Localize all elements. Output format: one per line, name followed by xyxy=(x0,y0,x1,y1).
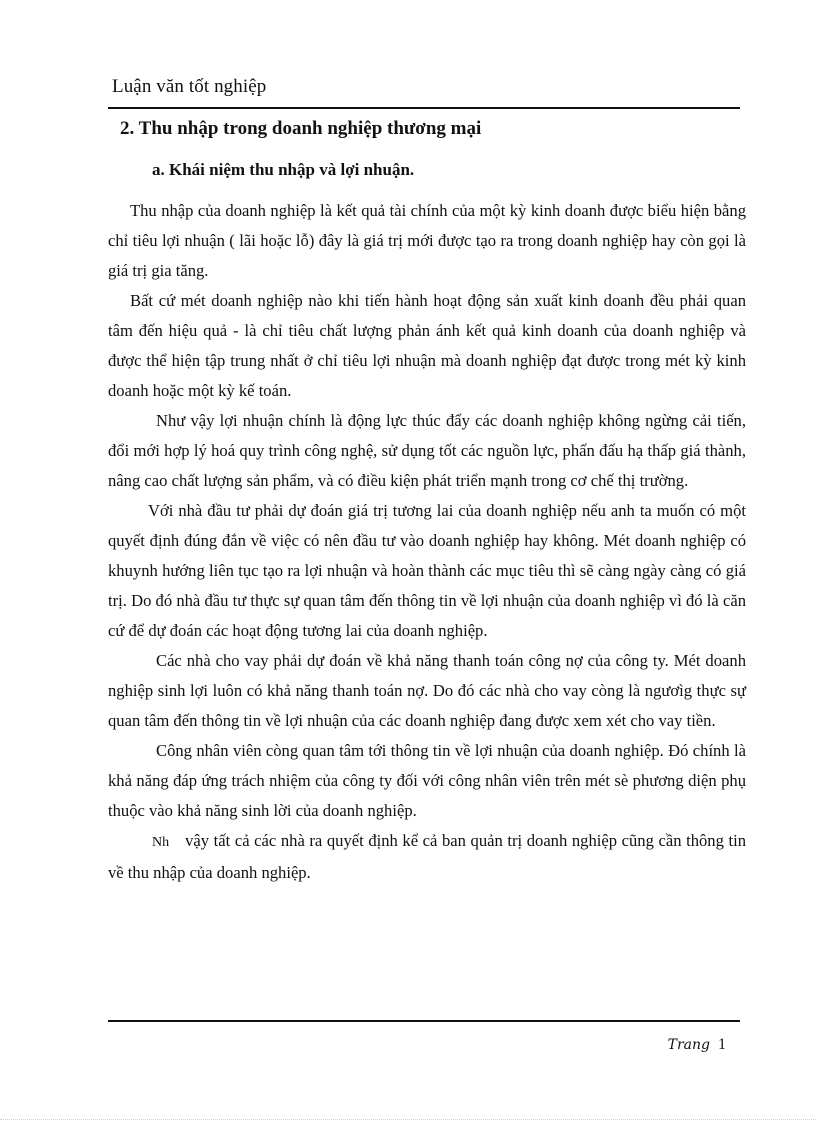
paragraph: Thu nhập của doanh nghiệp là kết quả tài chính của một kỳ kinh doanh được biểu hiện bằng chỉ tiêu lợi nhuận ( lãi hoặc lỗ) đây là giá trị mới được tạo ra trong doanh nghiệp hay còn gọi là giá trị gia tăng. xyxy=(108,201,746,280)
page-number xyxy=(668,1036,726,1054)
paragraph: Bất cứ mét doanh nghiệp nào khi tiến hành hoạt động sản xuất kinh doanh đều phải quan tâm đến hiệu quả - là chỉ tiêu chất lượng phản ánh kết quả kinh doanh của doanh nghiệp và được thể hiện tập trung nhất ở chỉ tiêu lợi nhuận mà doanh nghiệp đạt được trong mét kỳ kinh doanh hoặc một kỳ kế toán. xyxy=(108,291,746,400)
section-heading: 2. Thu nhập trong doanh nghiệp thương mại xyxy=(120,118,482,139)
paragraph: Như vậy lợi nhuận chính là động lực thúc đẩy các doanh nghiệp không ngừng cải tiến, đổi mới hợp lý hoá quy trình công nghệ, sử dụng tốt các nguồn lực, phấn đấu hạ thấp giá thành, nâng cao chất lượng sản phẩm, và có điều kiện phát triển mạnh trong cơ chế thị trường. xyxy=(108,411,746,490)
page-number-value: 1 xyxy=(718,1036,726,1053)
paragraph: Các nhà cho vay phải dự đoán về khả năng thanh toán công nợ của công ty. Mét doanh nghiệp sinh lợi luôn có khả năng thanh toán nợ. Do đó các nhà cho vay còng là ngươìg thực sự quan tâm đến thông tin về lợi nhuận của các doanh nghiệp đang được xem xét cho vay tiền. xyxy=(108,651,746,730)
header-rule xyxy=(108,107,740,109)
sub-heading: a. Khái niệm thu nhập và lợi nhuận. xyxy=(152,160,415,179)
page-word: Trang xyxy=(667,1037,710,1053)
paragraph-last-text: vậy tất cả các nhà ra quyết định kể cả ban quản trị doanh nghiệp cũng cần thông tin về thu nhập của doanh nghiệp. xyxy=(108,831,746,882)
footer-rule xyxy=(108,1020,740,1022)
paragraph: Công nhân viên còng quan tâm tới thông tin về lợi nhuận của doanh nghiệp. Đó chính là khả năng đáp ứng trách nhiệm của công ty đối với công nhân viên trên mét sè phương diện phụ thuộc vào khả năng sinh lời của doanh nghiệp. xyxy=(108,741,746,820)
paragraph: Với nhà đầu tư phải dự đoán giá trị tương lai của doanh nghiệp nếu anh ta muốn có một quyết định đúng đắn về việc có nên đầu tư vào doanh nghiệp hay không. Mét doanh nghiệp có khuynh hướng liên tục tạo ra lợi nhuận và hoàn thành các mục tiêu thì sẽ càng ngày càng có giá trị. Do đó nhà đầu tư thực sự quan tâm đến thông tin về lợi nhuận của doanh nghiệp vì đó là căn cứ để dự đoán các hoạt động tương lai của doanh nghiệp. xyxy=(108,501,746,640)
page-edge xyxy=(0,1119,816,1120)
paragraph-last xyxy=(108,826,746,888)
header-title: Luận văn tốt nghiệp xyxy=(112,76,267,97)
body-text xyxy=(108,196,746,888)
paragraph-lead-fragment: Nh xyxy=(152,835,170,850)
